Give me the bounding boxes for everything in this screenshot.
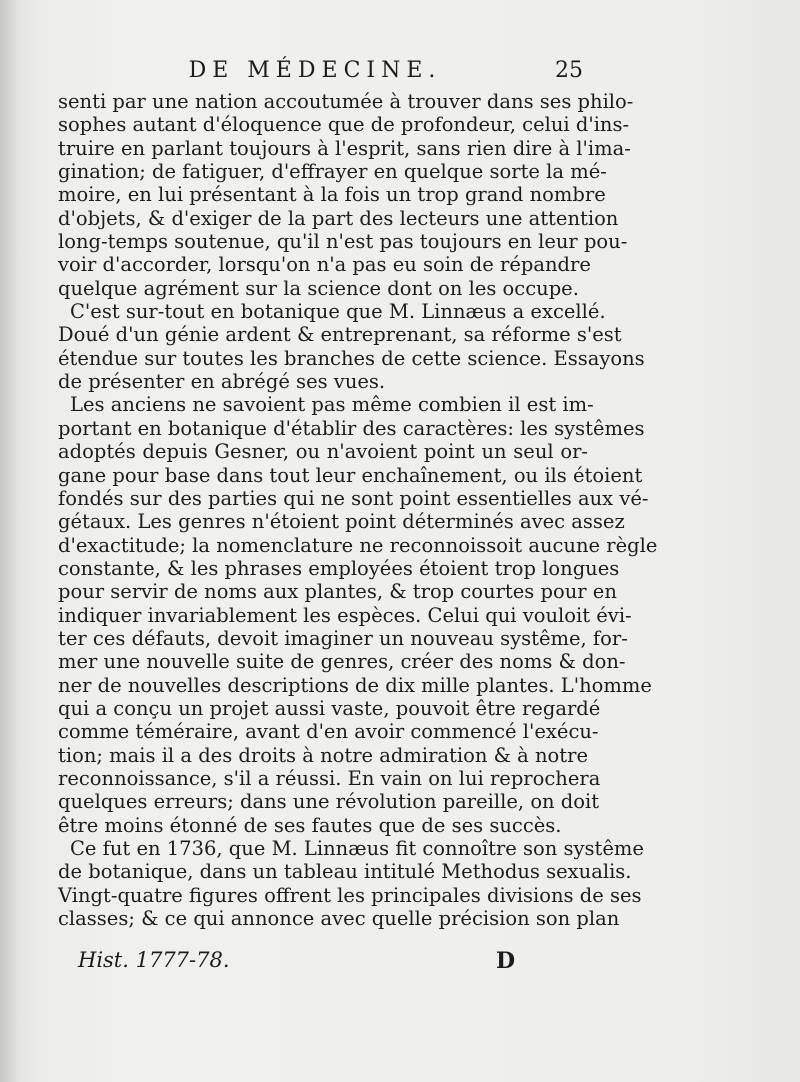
text-line: voir d'accorder, lorsqu'on n'a pas eu soin de répandre (58, 253, 591, 277)
text-line: quelques erreurs; dans une révolution pareille, on doit (58, 790, 600, 814)
text-line: ter ces défauts, devoit imaginer un nouveau systême, for- (58, 626, 628, 650)
text-line: ner de nouvelles descriptions de dix mille plantes. L'homme (58, 673, 652, 697)
text-line: gane pour base dans tout leur enchaînement, ou ils étoient (58, 463, 643, 487)
text-line: d'exactitude; la nomenclature ne reconnoissoit aucune règle (58, 533, 658, 557)
body-text (58, 90, 658, 931)
text-line: classes; & ce qui annonce avec quelle précision son plan (58, 907, 620, 931)
text-line: portant en botanique d'établir des caractères: les systêmes (58, 416, 645, 440)
text-line: senti par une nation accoutumée à trouver dans ses philo- (58, 90, 634, 113)
text-line: Doué d'un génie ardent & entreprenant, sa réforme s'est (58, 323, 622, 347)
text-line: constante, & les phrases employées étoient trop longues (58, 556, 620, 580)
paragraph-start: Ce fut en 1736, que M. Linnæus fit connoître son systême (70, 837, 644, 860)
text-line: sophes autant d'éloquence que de profondeur, celui d'ins- (58, 113, 630, 137)
text-line: mer une nouvelle suite de genres, créer des noms & don- (58, 650, 626, 674)
page-number: 25 (555, 58, 583, 83)
text-line: adoptés depuis Gesner, ou n'avoient point un seul or- (58, 440, 588, 464)
text-line: fondés sur des parties qui ne sont point essentielles aux vé- (58, 486, 649, 510)
text-line: être moins étonné de ses fautes que de ses succès. (58, 813, 562, 837)
text-line: comme téméraire, avant d'en avoir commencé l'exécu- (58, 720, 599, 744)
text-line: d'objets, & d'exiger de la part des lecteurs une attention (58, 206, 619, 230)
text-line: tion; mais il a des droits à notre admiration & à notre (58, 743, 588, 767)
text-line: de présenter en abrégé ses vues. (58, 370, 386, 394)
gutter-shadow (0, 0, 18, 1082)
text-line: pour servir de noms aux plantes, & trop courtes pour en (58, 580, 617, 604)
running-title: DE MÉDECINE. (188, 58, 442, 83)
text-line: gination; de fatiguer, d'effrayer en quelque sorte la mé- (58, 160, 607, 184)
text-line: étendue sur toutes les branches de cette science. Essayons (58, 346, 645, 370)
text-line: gétaux. Les genres n'étoient point déterminés avec assez (58, 510, 625, 534)
text-line: long-temps soutenue, qu'il n'est pas toujours en leur pou- (58, 230, 628, 254)
text-line: moire, en lui présentant à la fois un trop grand nombre (58, 183, 606, 207)
text-line: qui a conçu un projet aussi vaste, pouvoit être regardé (58, 696, 601, 720)
paragraph-start: C'est sur-tout en botanique que M. Linnæus a excellé. (70, 300, 606, 324)
text-line: indiquer invariablement les espèces. Celui qui vouloit évi- (58, 603, 632, 627)
text-line: Vingt-quatre figures offrent les principales divisions de ses (58, 883, 642, 907)
page-footer (78, 948, 528, 978)
text-line: reconnoissance, s'il a réussi. En vain on lui reprochera (58, 766, 601, 790)
text-line: quelque agrément sur la science dont on les occupe. (58, 276, 579, 300)
signature-mark: D (496, 948, 516, 974)
text-line: de botanique, dans un tableau intitulé Methodus sexualis. (58, 860, 632, 884)
paragraph-start: Les anciens ne savoient pas même combien il est im- (70, 393, 594, 417)
text-line: truire en parlant toujours à l'esprit, sans rien dire à l'ima- (58, 136, 631, 160)
footer-note: Hist. 1777-78. (78, 948, 230, 972)
